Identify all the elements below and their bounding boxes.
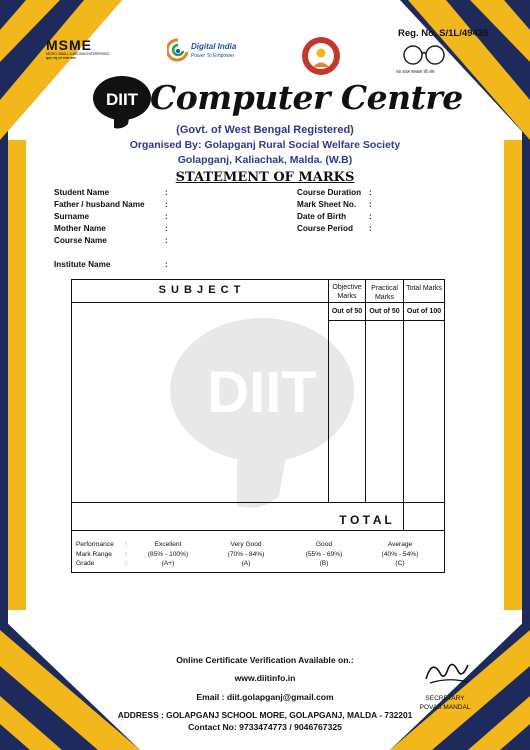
field-colon: : bbox=[165, 260, 168, 269]
table-grade-divider bbox=[72, 530, 444, 531]
field-colon: : bbox=[165, 212, 168, 221]
grade-col-average bbox=[368, 540, 432, 569]
digital-india-title: Digital India bbox=[191, 42, 237, 51]
table-subheader-divider bbox=[328, 320, 444, 321]
field-colon: : bbox=[165, 188, 168, 197]
msme-caption: MICRO, SMALL & MEDIUM ENTERPRISES bbox=[46, 52, 109, 56]
marks-table bbox=[71, 279, 445, 573]
field-label: Student Name bbox=[54, 188, 110, 197]
digital-india-icon bbox=[167, 38, 189, 64]
grade-range: (55% - 69%) bbox=[305, 550, 343, 558]
document-title: STATEMENT OF MARKS bbox=[175, 170, 355, 185]
grade-row-label: Performance bbox=[76, 541, 114, 548]
digital-india-logo bbox=[167, 38, 247, 66]
grade-row-labels bbox=[76, 540, 114, 569]
govt-registration-line: (Govt. of West Bengal Registered) bbox=[176, 124, 354, 136]
grade-letter: (C) bbox=[395, 560, 405, 567]
grade-range: (85% - 100%) bbox=[147, 550, 189, 558]
field-label: Mark Sheet No. bbox=[297, 200, 357, 209]
organised-by-line: Organised By: Golapganj Rural Social Welfare Society bbox=[129, 139, 401, 151]
field-colon: : bbox=[369, 212, 372, 221]
subject-header: S U B J E C T bbox=[158, 284, 242, 296]
grade-row-colons bbox=[125, 540, 127, 569]
frame-right-gold bbox=[504, 140, 522, 610]
reg-number: Reg. No. S/1L/49435 bbox=[398, 28, 489, 39]
signatory-name: POVAS MANDAL bbox=[419, 704, 471, 711]
email-line: Email : diit.golapganj@gmail.com bbox=[196, 692, 334, 702]
centre-name: Computer Centre bbox=[150, 78, 463, 117]
col-out-of-total: Out of 100 bbox=[406, 308, 442, 315]
swachh-caption: एक कदम स्वच्छता की ओर bbox=[396, 69, 435, 74]
grade-performance: Very Good bbox=[230, 541, 262, 548]
grade-range: (40% - 54%) bbox=[381, 550, 419, 558]
col-header-practical: Practical Marks bbox=[371, 285, 398, 301]
msme-hindi-caption: सूक्ष्म, लघु एवं मध्यम उद्यम bbox=[46, 56, 77, 60]
swachh-bharat-logo bbox=[396, 44, 452, 80]
swachh-glasses-icon bbox=[400, 44, 448, 66]
contact-line: Contact No: 9733474773 / 9046767325 bbox=[188, 722, 342, 732]
col-out-of-practical: Out of 50 bbox=[369, 308, 400, 315]
grade-letter: (A+) bbox=[161, 560, 175, 567]
field-colon: : bbox=[165, 200, 168, 209]
grade-colon: : bbox=[125, 541, 127, 548]
organisation-address: Golapganj, Kaliachak, Malda. (W.B) bbox=[177, 154, 353, 166]
msme-wordmark: MSME bbox=[46, 37, 92, 53]
seal-emblem-icon bbox=[301, 36, 341, 76]
field-label: Course Period bbox=[297, 224, 353, 233]
table-header-divider bbox=[72, 302, 444, 303]
diit-hand-icon bbox=[92, 74, 152, 130]
address-line: ADDRESS : GOLAPGANJ SCHOOL MORE, GOLAPGANJ, MALDA - 732201 bbox=[117, 710, 413, 720]
grade-col-excellent bbox=[136, 540, 200, 569]
field-colon: : bbox=[369, 188, 372, 197]
field-colon: : bbox=[165, 236, 168, 245]
field-label: Course Duration bbox=[297, 188, 362, 197]
svg-text:DIIT: DIIT bbox=[207, 360, 317, 425]
field-colon: : bbox=[369, 224, 372, 233]
website-link[interactable]: www.diitinfo.in bbox=[234, 673, 296, 683]
total-label: T O T A L bbox=[339, 513, 392, 527]
verification-line: Online Certificate Verification Available on.: bbox=[176, 655, 354, 665]
col-out-of-objective: Out of 50 bbox=[331, 308, 363, 315]
grade-letter: (A) bbox=[241, 560, 251, 567]
msme-logo bbox=[46, 38, 110, 68]
grade-range: (70% - 84%) bbox=[227, 550, 265, 558]
diit-brand-text: DIIT bbox=[105, 90, 139, 109]
signatory-title: SECRETARY bbox=[425, 695, 465, 702]
table-total-divider bbox=[72, 502, 444, 503]
signature-icon bbox=[422, 655, 472, 689]
field-label: Date of Birth bbox=[297, 212, 347, 221]
diit-brand-mark bbox=[92, 74, 152, 130]
table-col-divider-3 bbox=[403, 280, 404, 530]
grade-performance: Good bbox=[315, 541, 333, 548]
grade-performance: Average bbox=[387, 541, 413, 548]
field-label: Surname bbox=[54, 212, 90, 221]
field-label: Institute Name bbox=[54, 260, 111, 269]
col-header-objective: Objective Marks bbox=[332, 284, 362, 300]
grade-col-good bbox=[292, 540, 356, 569]
grade-performance: Excellent bbox=[154, 541, 182, 548]
digital-india-tagline: Power To Empower bbox=[191, 53, 235, 59]
grade-col-very-good bbox=[214, 540, 278, 569]
grade-row-label: Mark Range bbox=[76, 550, 112, 558]
grade-letter: (B) bbox=[319, 560, 329, 567]
grade-colon: : bbox=[125, 560, 127, 567]
field-label: Course Name bbox=[54, 236, 107, 245]
field-colon: : bbox=[369, 200, 372, 209]
field-colon: : bbox=[165, 224, 168, 233]
field-label: Father / husband Name bbox=[54, 200, 145, 209]
col-header-total: Total Marks bbox=[406, 285, 442, 292]
frame-left-gold bbox=[8, 140, 26, 610]
grade-colon: : bbox=[125, 550, 127, 558]
grade-row-label: Grade bbox=[76, 560, 95, 567]
field-label: Mother Name bbox=[54, 224, 106, 233]
